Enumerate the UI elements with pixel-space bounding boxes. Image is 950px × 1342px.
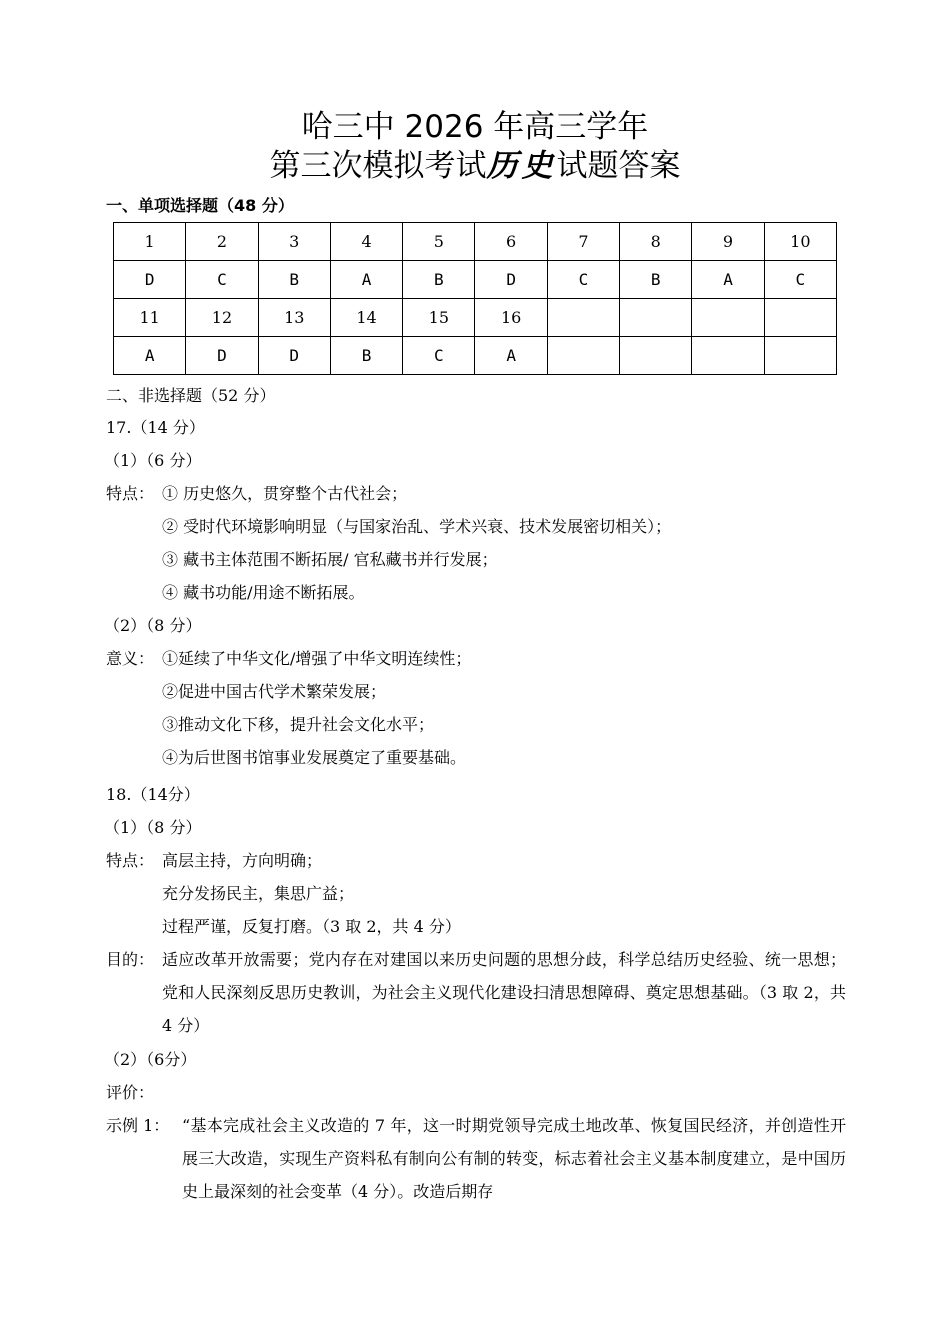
question-number: 16 [475,299,547,337]
q18-example-label: 示例 1： [106,1116,170,1135]
question-number: 13 [258,299,330,337]
empty-cell [764,337,836,375]
empty-cell [547,337,619,375]
question-number: 3 [258,223,330,261]
answer-table-row [114,223,837,261]
q17-part2-item: ②促进中国古代学术繁荣发展； [162,682,387,701]
q18-part2-header: （2）（6分） [104,1050,197,1069]
answer-letter: A [330,261,402,299]
answer-letter: B [258,261,330,299]
q17-part1-item: ③ 藏书主体范围不断拓展/ 官私藏书并行发展； [162,550,498,569]
q18-part1-item: 充分发扬民主，集思广益； [162,884,355,903]
page-title-line1: 哈三中 2026 年高三学年 [301,109,649,145]
q17-header: 17.（14 分） [106,418,205,437]
answer-table [113,222,837,375]
page-title-line2 [0,146,950,186]
q17-part1-item: ④ 藏书功能/用途不断拓展。 [162,583,365,602]
q17-part2-item: ④为后世图书馆事业发展奠定了重要基础。 [162,748,467,767]
empty-cell [620,299,692,337]
question-number: 6 [475,223,547,261]
question-number: 11 [114,299,186,337]
answer-letter: C [186,261,258,299]
q18-part1-header: （1）（8 分） [104,818,202,837]
answer-letter: D [114,261,186,299]
answer-letter: B [403,261,475,299]
answer-letter: A [114,337,186,375]
answer-letter: D [475,261,547,299]
question-number: 15 [403,299,475,337]
q17-part2-label: 意义： [106,649,155,668]
answer-letter: C [547,261,619,299]
q17-part1-label: 特点： [106,484,155,503]
answer-letter: D [186,337,258,375]
title-prefix: 第三次模拟考试 [269,148,487,184]
answer-letter: D [258,337,330,375]
empty-cell [764,299,836,337]
answer-letter: A [692,261,764,299]
question-number: 4 [330,223,402,261]
q18-part1-item: 过程严谨，反复打磨。（3 取 2，共 4 分） [162,917,461,936]
q18-purpose-label: 目的： [106,950,155,969]
question-number: 10 [764,223,836,261]
q18-purpose-text: 适应改革开放需要；党内存在对建国以来历史问题的思想分歧，科学总结历史经验、统一思想；党和人民深刻反思历史教训，为社会主义现代化建设扫清思想障碍、奠定思想基础。（3 取 2，共 4 分） [162,950,846,1035]
empty-cell [547,299,619,337]
title-subject: 历史 [486,148,557,184]
empty-cell [692,337,764,375]
q18-part1-label: 特点： [106,851,155,870]
title-suffix: 试题答案 [556,148,681,184]
answer-letter: B [620,261,692,299]
answer-letter: B [330,337,402,375]
question-number: 2 [186,223,258,261]
question-number: 9 [692,223,764,261]
question-number: 5 [403,223,475,261]
answer-letter: C [403,337,475,375]
q17-part1-header: （1）（6 分） [104,451,202,470]
q17-part2-header: （2）（8 分） [104,616,202,635]
question-number: 7 [547,223,619,261]
question-number: 8 [620,223,692,261]
empty-cell [692,299,764,337]
answer-table-row [114,261,837,299]
q17-part2-item: ③推动文化下移，提升社会文化水平； [162,715,435,734]
q18-example-text: “基本完成社会主义改造的 7 年，这一时期党领导完成土地改革、恢复国民经济，并创造性开展三大改造，实现生产资料私有制向公有制的转变，标志着社会主义基本制度建立，是中国历史上最深刻的社会变革（4 分）。改造后期存 [182,1116,846,1201]
question-number: 14 [330,299,402,337]
empty-cell [620,337,692,375]
answer-letter: C [764,261,836,299]
q18-evaluation-label: 评价： [106,1083,155,1102]
q17-part2-item: ①延续了中华文化/增强了中华文明连续性； [162,649,472,668]
section2-heading: 二、非选择题（52 分） [106,386,276,405]
q18-part1-item: 高层主持，方向明确； [162,851,323,870]
q17-part1-item: ② 受时代环境影响明显（与国家治乱、学术兴衰、技术发展密切相关）； [162,517,672,536]
answer-table-row [114,337,837,375]
q17-part1-item: ① 历史悠久，贯穿整个古代社会； [162,484,408,503]
question-number: 1 [114,223,186,261]
section1-heading: 一、单项选择题（48 分） [106,196,294,215]
answer-table-row [114,299,837,337]
q18-header: 18.（14分） [106,785,200,804]
question-number: 12 [186,299,258,337]
answer-letter: A [475,337,547,375]
